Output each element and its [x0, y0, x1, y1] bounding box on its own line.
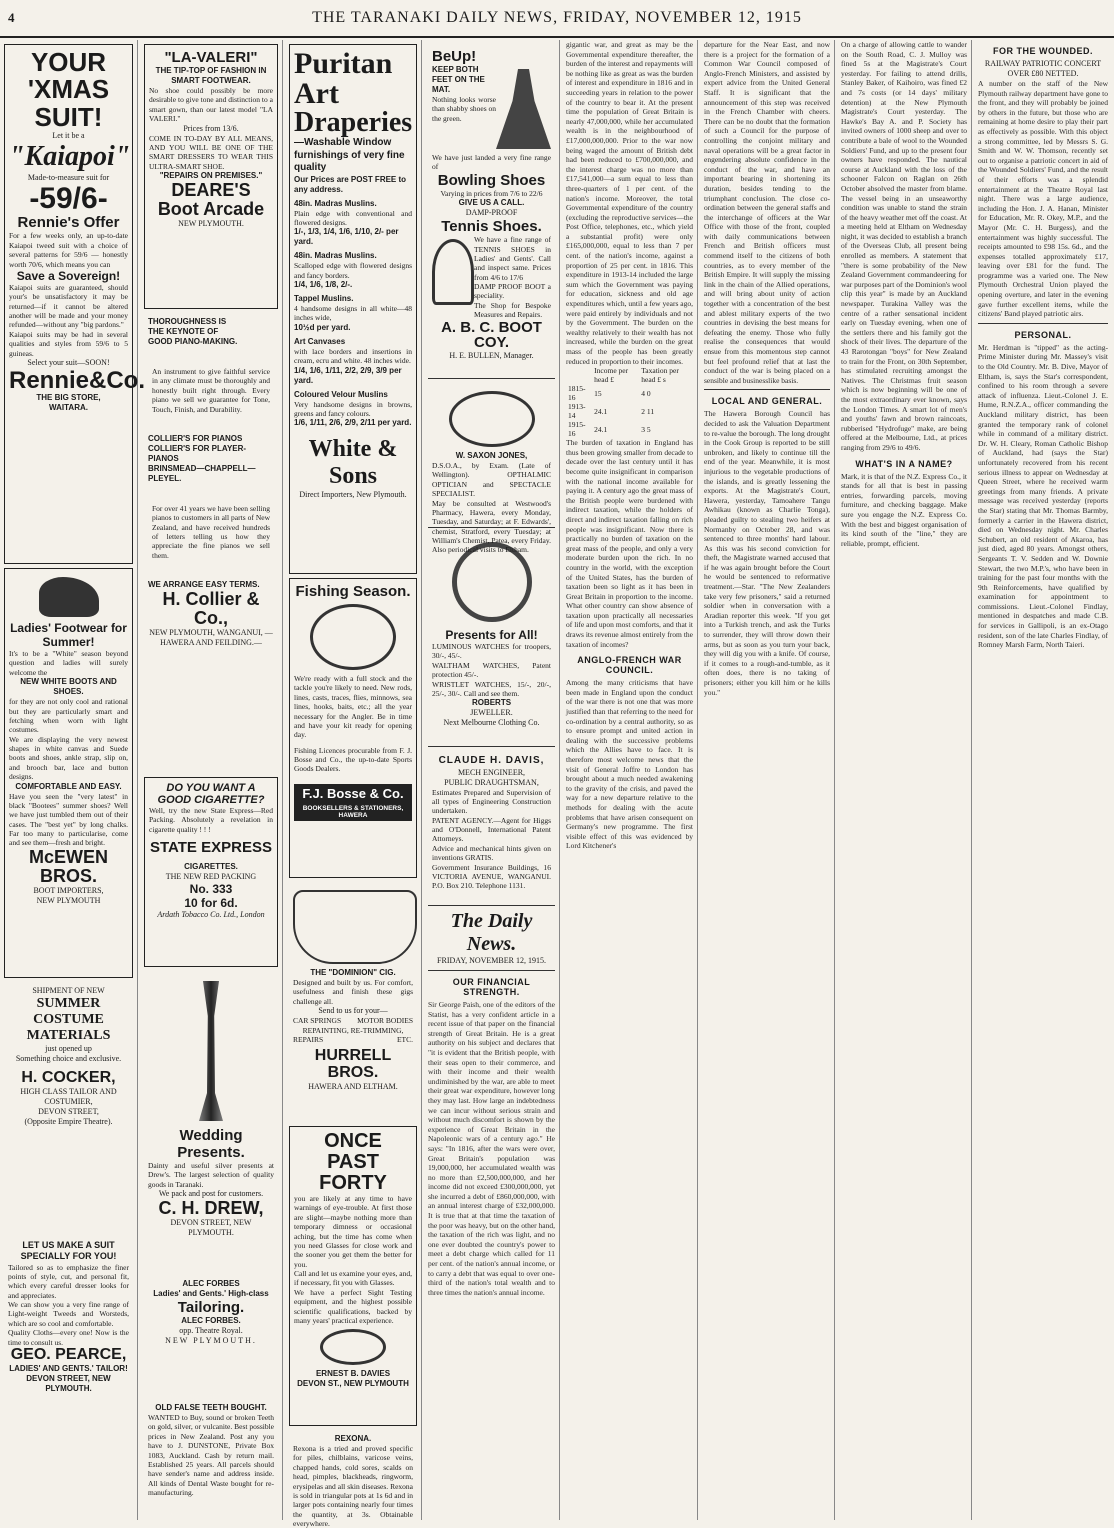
- ad-headline: PAST: [327, 1151, 379, 1173]
- ad-headline: GOOD PIANO-MAKING.: [148, 337, 238, 346]
- ad-body: Send to us for your—: [318, 1006, 388, 1016]
- article-subheading: OVER £80 NETTED.: [1007, 69, 1079, 78]
- ad-text: just opened up: [45, 1044, 92, 1053]
- store-name: GEO. PEARCE,: [10, 1345, 127, 1363]
- ad-body: Tailored so as to emphasize the finer points of style, cut, and personal fit, which every careful dresser looks for and appreciates.: [8, 1262, 129, 1300]
- ad-subhead: Our Prices are POST FREE to any address.: [294, 174, 407, 194]
- article-body: Mr. Herdman is "tipped" as the acting-Prime Minister during Mr. Massey's visit to the Old Country. Mr. B. Dive, Mayor of Eltham, is, says the Star's correspondent, confined to his room through a severe attack of influenza. Lieut.-Colonel J. E. Hume, R.N.Z.A., officer commanding the Auckland military district, has been granted the temporary rank of colonel while in command of a military district. Dr. W. H. Cleary, Roman Catholic Bishop of Auckland, had (says the Star) unfortunately recovered from his recent serious illness to appear on Wednesday at Queen Street, where he received warm greetings from many friends. A private message was received yesterday (reports the Star) stating that Mr. Thomas Barmby, formerly a carrier in the Hawera district, died on Wednesday night. Mr. Charles Schubert, an old resident of Akaroa, has just died, aged 80 years. Amongst others, Sergeants T. V. Sedden and W. Downie Stewart, the two M.P.'s, who have been in training for the past four months with the 9th Reinforcements, have qualified by examination for appointment to commissions. Lieut.-Colonel Findlay, mentioned in despatches and made C.B. for services in Gallipoli, is an ex-Otago resident, son of the late Charles Findlay, of Romney Marsh Farm, North Taieri.: [978, 342, 1108, 650]
- store-name: Boot Arcade: [157, 198, 265, 219]
- ad-body: It's to be a "White" season beyond question and ladies will surely welcome the: [9, 649, 128, 677]
- paper-nameplate: The Daily News.: [450, 910, 533, 955]
- item-desc: Very handsome designs in browns, greens and fancy colours.: [294, 399, 412, 418]
- column-1: [0, 40, 146, 1520]
- ad-body: WRISTLET WATCHES, 15/-, 20/-, 25/-, 30/-. Call and see them.: [432, 679, 551, 698]
- item-price: 1/4, 1/6, 1/11, 2/2, 2/9, 3/9 per yard.: [294, 365, 402, 385]
- ad-body: Kaiapoi suits are guaranteed, should your's be unsatisfactory it may be returned—if it cannot be altered another will be made and your money refunded—without any "big pardons.": [9, 282, 128, 330]
- store-name: Rennie&Co.: [9, 366, 146, 394]
- masthead: [0, 0, 1114, 38]
- service-item: ETC.: [396, 1034, 413, 1044]
- racquet-illustration: [432, 239, 474, 305]
- ad-headline: THE KEYNOTE OF: [148, 327, 219, 336]
- item-price: 1/6, 1/11, 2/6, 2/9, 2/11 per yard.: [294, 418, 412, 428]
- ad-body: May be consulted at Westwood's Pharmacy, Hawera, every Monday, Tuesday, and Saturday; at F. Edwards', chemist, Stratford, every Tuesday; at William's Chemist, Patea, every Friday. Also periodical visits to Eltham.: [432, 498, 551, 555]
- ad-body: No shoe could possibly be more desirable to give tone and distinction to a smart gown, than our latest model "LA VALERI.": [149, 86, 273, 124]
- ad-headline: "LA-VALERI": [164, 49, 258, 66]
- ad-body: We are displaying the very newest shapes in white canvas and Suede boots and shoes, ankle strap, slip on, and brooch bar, lace and button designs.: [9, 734, 128, 782]
- eye-illustration: [449, 391, 535, 447]
- store-name: HURRELL BROS.: [314, 1047, 392, 1082]
- article-body: departure for the Near East, and now there is a project for the formation of a Common War Council composed of Anglo-French Ministers, and assisted by expert advice from the United General Staff. It is significant that the announcement of this step was received in the French Chamber with cheers. There can be no doubt that the formation of such a Council for the purpose of controlling the conjoint military and naval operations will be a great factor in engendering absolute confidence in the conduct of the war, and have an important bearing in shortening its duration, besides tending to the triumphant conclusion. The close co-ordination between the general staffs and the interchange of officers at the War Office with those of the front, coupled with daily communications between French and British officers must commend itself to the citizens of both countries, as to every member of the British Empire. It will supply the missing link in the chain of the Allied operations, and will bring about unity of action together with a concentration of the best and ablest military experts of the two countries in devising the best means for defeating the enemy. Those who fully realise the consequences that would ensue from this momentous step cannot but feel profound relief that at last the conduct of the war is being placed on a sensible and businesslike basis.: [704, 40, 830, 385]
- drew-ad: [144, 971, 278, 1271]
- ad-subhead: NEW WHITE BOOTS AND SHOES.: [20, 677, 117, 697]
- rennie-ad: [4, 44, 146, 564]
- ad-headline: ONCE: [324, 1130, 382, 1152]
- table-header: Income per head £: [594, 366, 629, 385]
- ad-body: We have a perfect Sight Testing equipment, and the highest possible scientific qualifications, backed by many years' practical experience.: [294, 1287, 412, 1325]
- fishing-illustration: [310, 604, 396, 670]
- ad-headline-3: SUIT!: [34, 101, 103, 132]
- table-cell: 1815-16: [568, 384, 586, 403]
- column-2: [140, 40, 283, 1520]
- item-desc: 4 handsome designs in all white—48 inches wide,: [294, 304, 412, 323]
- store-name: ROBERTS: [471, 698, 512, 708]
- page-number: 4: [8, 10, 15, 25]
- ad-body: you are likely at any time to have warnings of eye-trouble. At first those are slight—maybe nothing more than temporary dimness or occasional aching, but the time has come when you need Glasses for close work and the sooner you get them the better for you.: [294, 1194, 412, 1269]
- shoe-illustration: [39, 577, 99, 617]
- table-cell: 2 11: [641, 406, 655, 416]
- ad-price: Prices from 13/6.: [183, 123, 239, 133]
- ad-headline-2: 'XMAS: [27, 74, 110, 105]
- service-item: REPAIRS: [293, 1034, 324, 1044]
- roberts-ad: [428, 532, 555, 742]
- ad-body: We have just landed a very fine range of: [432, 153, 551, 172]
- ad-subhead: WE ARRANGE EASY TERMS.: [148, 580, 260, 590]
- ad-body: Rexona is a tried and proved specific for piles, chilblains, varicose veins, chapped hands, cold sores, scalds on head, pimples, blackheads, ringworm, erysipelas and all skin diseases. Rexona is sold in triangular pots at 1s 6d and in larger pots containing nearly four times the quantity, at 3s. Obtainable everywhere.: [293, 1444, 413, 1528]
- ad-subhead: THE TIP-TOP OF FASHION IN SMART FOOTWEAR.: [155, 66, 267, 85]
- ad-cta: Select your suit—SOON!: [27, 357, 110, 367]
- ad-body: We pack and post for customers.: [158, 1189, 264, 1199]
- ad-body: Nothing looks worse than shabby shoes on the green.: [432, 95, 496, 123]
- ad-subhead: BRINSMEAD—CHAPPELL—PLEYEL.: [148, 463, 256, 483]
- spectacles-icon: [320, 1329, 386, 1365]
- store-name: DEARE'S: [171, 180, 251, 200]
- store-address: DEVON STREET, NEW PLYMOUTH.: [170, 1218, 252, 1238]
- davies-ad: [289, 1126, 417, 1426]
- ad-subhead: Rennie's Offer: [17, 214, 120, 232]
- store-address: DEVON STREET, NEW PLYMOUTH.: [26, 1373, 111, 1393]
- store-name: ERNEST B. DAVIES: [315, 1369, 391, 1379]
- column-5: [562, 40, 698, 1520]
- collier-ad: [144, 313, 278, 773]
- vase-illustration: [191, 981, 231, 1121]
- item-price: 10½d per yard.: [294, 322, 351, 332]
- ad-body: Well, try the new State Express—Red Packing. Absolutely a revelation in cigarette quality ! ! !: [149, 806, 273, 834]
- store-address: DEVON ST., NEW PLYMOUTH: [297, 1379, 409, 1389]
- service-item: CAR SPRINGS: [293, 1016, 342, 1026]
- item-desc: Plain edge with conventional and flowered designs.: [294, 208, 412, 227]
- store-tag: LADIES' AND GENTS.' TAILOR!: [9, 1363, 128, 1373]
- store-name: White & Sons: [308, 436, 398, 490]
- ad-subhead: DAMP-PROOF: [465, 208, 518, 218]
- article-heading: ANGLO-FRENCH WAR COUNCIL.: [577, 655, 682, 676]
- article-body: Among the many criticisms that have been made in England upon the conduct of the war there is not one that was more justified than that referring to the need for co-ordination by a central authority, so as to ensure prompt and united action in dealing with the successive problems which the Allies have to face. It is therefore most welcome news that the visit of General Joffre to London has brought about a much needed awakening to the gravity of the crisis, and paved the way for a new departure relative to the methods for dealing with the acute problems that have arisen consequent on Germany's new programme. The first visible effect of this was evidenced by Lord Kitchener's: [566, 678, 693, 851]
- store-name: McEWEN BROS.: [28, 846, 108, 886]
- table-cell: 4 0: [641, 388, 651, 398]
- article-subheading: RAILWAY PATRIOTIC CONCERT: [984, 59, 1102, 68]
- ad-subhead: COMFORTABLE AND EASY.: [15, 781, 122, 791]
- ad-subhead: Save a Sovereign!: [16, 268, 121, 283]
- bosse-ad: [289, 578, 417, 878]
- maker: Ardath Tobacco Co. Ltd., London: [157, 909, 265, 919]
- article-body: On a charge of allowing cattle to wander on the South Road, C. J. Mulloy was fined 5s at the Magistrate's Court yesterday. For failing to attend drills, Stanley Baker, of Kaihoiro, was fined £2 and 7s costs (or 14 days' military detention) at the New Plymouth Magistrate's Court yesterday. The Hawke's Bay A. and P. Society has invited owners of 1000 sheep and over to contribute a bale of wool to the Wounded Soldiers' Fund, and up to the present four owners have responded. The nautical course at Auckland with the loss of the schooner Falcon on Raglan on 26th October absolved the master from blame. The vessel being in an unseaworthy condition was unable to stand the strain of the heavy weather met off the coast. At a meeting held at Eltham on Wednesday night, it was decided to establish a branch of the Overseas Club, all present being enrolled as members. A statement that "there is some probability of the New Zealand Government commandeering for war purposes part of the Dominion's wool clip this year" is made by an Auckland newspaper. Turakina Valley was the centre of a rather sensational incident early on Tuesday evening, when one of the settlers there and his family got the shock of their lives. The departure of the 43 Rarotongan "boys" for New Zealand to train for the Front, on 30th September, has stimulated recruiting amongst the Natives. The Christmas fruit season which is now beginning will be one of the most extraordinary ever known, says the London Times. A smart lot of men's and youths' fawn and brown raincoats, rubberised "Hydrofuge" make, are being offered at the Melbourne, Ltd., at prices ranging from 29/6 to 49/6.: [841, 40, 967, 452]
- article-body: The Hawera Borough Council has decided to ask the Valuation Department to re-value the borough. The long drought in the Cook Group is reported to be still unbroken, and likely to continue till the end of the year. Meanwhile, it is most injurious to the vegetable productions of the islands, and is greatly lessening the exports. At the Magistrate's Court, Hawera, yesterday, Tamoahere Tangu Awhikau (known as Charlie Tonga), pleaded guilty to stealing two heifers at Normanby on October 28, and was sentenced to three months' hard labour. As this was his second conviction for theft, the Magistrate warned accused that if he was again brought before the Court he would be sentenced to reformative treatment.—Star. "The New Zealanders take very few prisoners," said a returned soldier when in conversation with a Aradian reporter this week. "If you get into a Turkish trench, and ask the Turks to surrender, they will throw down their arms, but as soon as you turn your back, they will dig you with a knife. Of course, if it comes to a rough-and-tumble, as it often does, there is no taking of prisoners; either you kill him or he kills you.": [704, 409, 830, 697]
- gig-illustration: [293, 890, 417, 964]
- store-name: C. H. DREW,: [158, 1198, 264, 1219]
- store-name: H. COCKER,: [21, 1069, 116, 1086]
- article-body: Mark, it is that of the N.Z. Express Co., it stands for all that is best in passing entries, forwarding parcels, moving furniture, and checking baggage. Make sure you engage the N.Z. Express Co. With the best and biggest organisation of its kind south of the "line," they are reliable, prompt, efficient.: [841, 471, 967, 548]
- store-tag: JEWELLER.: [470, 708, 513, 718]
- store-address: (Opposite Empire Theatre).: [24, 1116, 113, 1126]
- ad-body: We can show you a very fine range of Light-weight Tweeds and Worsteds, which are so cool and comfortable.: [8, 1300, 129, 1328]
- article-body: gigantic war, and great as may be the Governmental expenditure thereafter, the burden of the interest and repayments will be nothing like as great as was the burden of interest and expenditure in 1816 and in succeeding years in relation to the power of the country to bear it. At the present time the population of Great Britain is nearly 47,000,000, while her accumulated wealth is in the neighbourhood of £17,000,000,000. Prior to the war now being waged the amount of British debt had been reduced to £700,000,000, and the interest charge was no more than £17,541,000—a sum equal to less than three-quarters of 1 per cent. of the nation's income. Moreover, the total Governmental expenditure of the country (excluding the reproductive services—the Post Office, telephones, etc., which yield a substantial profit) were only £165,000,000, equal to less than 7 per cent. of the nation's income, against a proportion of 25 per cent. in 1816. This expenditure in 1913-14 included the large sum which the Government was paying for education, sickness and old age expenditures which, until a few years ago, were paid entirely by individuals and not by the Government. The burden on the wealthy relatively to their wealth has not increased, while the burden on the great mass of the people has been greatly reduced in proportion to their incomes.: [566, 40, 693, 366]
- ad-headline: REXONA.: [334, 1434, 372, 1443]
- store-tag: NEW PLYMOUTH: [36, 895, 101, 905]
- item-price: 1/4, 1/6, 1/8, 2/-.: [294, 280, 353, 289]
- ad-headline: FORTY: [319, 1172, 387, 1194]
- hurrell-ad: [289, 882, 417, 1122]
- item-name: Coloured Velour Muslins: [294, 389, 388, 399]
- article-body: A number on the staff of the New Plymouth railway department have gone to the front, and they will probably be joined by others in the future, but those who are remaining at home desire to play their part as effectively as possible. With this object a strong committee, led by Messrs S. G. Smith and W. W. Thomson, recently set out to organise a patriotic concert in aid of the Wounded Soldiers' Fund, and the result of their efforts was a splendid entertainment at the Theatre Royal last night. There was a large audience, including the Hon. J. A. Hanan, Minister for Education, Mr. R. Okey, M.P., and the Mayor (Mr. C. H. Burgess), and the entertainment was highly successful. The receipts amounted to £98 15s. 6d., and the expenses totalled approximately £17, leaving over £81 for the fund. The programme was a varied one. The New Plymouth Orchestral Union played the opening overture, and later in the evening gave further excellent items, while the citizens' Band played patriotic airs.: [978, 79, 1108, 319]
- ad-body: Designed and built by us. For comfort, usefulness and finish these gigs challenge all.: [293, 978, 413, 1006]
- store-tag: H. E. BULLEN, Manager.: [449, 351, 534, 360]
- ad-headline: THOROUGHNESS IS: [148, 317, 227, 326]
- store-address: THE BIG STORE,: [36, 393, 101, 403]
- ad-headline: ALEC FORBES: [182, 1279, 240, 1288]
- item-name: Tappel Muslins.: [294, 294, 354, 303]
- bowler-illustration: [496, 69, 551, 149]
- ad-body: Kaiapoi suits may be had in several qualities and styles from 59/6 to 5 guineas.: [9, 329, 128, 358]
- store-tag: BOOT IMPORTERS,: [33, 885, 104, 895]
- store-name: ALEC FORBES.: [181, 1316, 241, 1325]
- store-address: NEW PLYMOUTH, WANGANUI, —HAWERA AND FEILDING.—: [149, 627, 273, 647]
- table-cell: 24.1: [594, 406, 608, 416]
- ad-subhead: THE NEW RED PACKING: [165, 871, 257, 881]
- store-name: H. Collier & Co.,: [162, 589, 260, 629]
- ad-body: for they are not only cool and rational but they are particularly smart and fetching when worn with light costumes.: [9, 697, 128, 735]
- table-row: [566, 420, 693, 438]
- ad-body: We're ready with a full stock and the tackle you're likely to need. New rods, lines, casts, traces, flies, minnows, sea lines, hooks, baits, etc.; all the year necessary for the Angler. Be in time and have your kit ready for opening day.: [294, 674, 412, 740]
- ad-headline: THE "DOMINION" CIG.: [310, 968, 396, 977]
- column-3: [285, 40, 422, 1528]
- ad-subhead: Tennis Shoes.: [441, 218, 542, 236]
- ad-cta: GIVE US A CALL.: [458, 198, 525, 208]
- item-name: 48in. Madras Muslins.: [294, 251, 377, 261]
- brand-name: STATE EXPRESS: [150, 839, 272, 857]
- ad-subhead: "REPAIRS ON PREMISES.": [159, 171, 263, 180]
- ad-body: WALTHAM WATCHES, Patent protection 45/-.: [432, 660, 551, 680]
- column-6: [700, 40, 835, 1520]
- ad-headline: LET US MAKE A SUIT SPECIALLY FOR YOU!: [20, 1240, 117, 1262]
- divider: [428, 746, 555, 747]
- article-heading: LOCAL AND GENERAL.: [711, 396, 823, 407]
- ad-body: D.S.O.A., by Exam. (Late of Wellington). OPTHALMIC OPTICIAN and SPECTACLE SPECIALIST.: [432, 461, 551, 499]
- ad-body: Fishing Licences procurable from F. J. Bosse and Co., the up-to-date Sports Goods Dealers.: [294, 745, 412, 774]
- ad-body: PATENT AGENCY.—Agent for Higgs and O'Donnell, International Patent Attorneys.: [432, 815, 551, 844]
- ad-body: We have a fine range of TENNIS SHOES in Ladies' and Gents'. Call and inspect same. Prices from 4/6 to 17/6: [474, 235, 551, 282]
- service-item: MOTOR BODIES: [357, 1016, 413, 1026]
- store-address: opp. Theatre Royal.: [179, 1326, 243, 1335]
- ad-body: An instrument to give faithful service in any climate must be thoroughly and honestly built right through. Every piano we sell we guarantee for Tone, Touch, Finish, and Durability.: [152, 367, 270, 414]
- column-8: [974, 40, 1112, 1520]
- teeth-ad: [144, 1399, 278, 1499]
- ad-price: -59/6-: [29, 181, 108, 215]
- white-sons-ad: [289, 44, 417, 574]
- ad-body: Government Insurance Buildings, 16 VICTORIA AVENUE, WANGANUI. P.O. Box 210. Telephone 1131.: [432, 862, 551, 891]
- store-banner: BOOKSELLERS & STATIONERS, HAWERA: [294, 803, 412, 821]
- davis-ad: [428, 751, 555, 901]
- table-cell: 1913-14: [568, 402, 586, 421]
- divider: [428, 905, 555, 906]
- store-address: WAITARA.: [49, 403, 88, 413]
- store-address: HAWERA AND ELTHAM.: [308, 1081, 398, 1091]
- article-heading: WHAT'S IN A NAME?: [855, 458, 953, 469]
- divider: [428, 378, 555, 379]
- column-4: [424, 40, 560, 1520]
- ad-subhead: CIGARETTES.: [184, 861, 238, 871]
- service-item: REPAINTING, RE-TRIMMING,: [302, 1025, 404, 1035]
- item-desc: with lace borders and insertions in cream, ecru and white. 48 inches wide.: [294, 346, 412, 366]
- table-header: Taxation per head £ s: [641, 366, 679, 385]
- ad-text: SHIPMENT OF NEW: [32, 986, 105, 995]
- ad-headline: Draperies: [294, 107, 413, 138]
- rexona-ad: [289, 1430, 417, 1528]
- store-name: W. SAXON JONES,: [455, 451, 528, 460]
- ad-headline: Art: [294, 77, 339, 110]
- table-row: [566, 402, 693, 420]
- table-row: [566, 384, 693, 402]
- store-name: CLAUDE H. DAVIS,: [438, 755, 545, 766]
- column-7: [837, 40, 972, 1520]
- store-tag: Direct Importers, New Plymouth.: [299, 490, 407, 500]
- divider: [428, 970, 555, 971]
- forbes-ad: [144, 1275, 278, 1395]
- ad-body: Advice and mechanical hints given on inventions GRATIS.: [432, 843, 551, 863]
- ad-subhead: Bowling Shoes: [437, 171, 546, 189]
- cocker-ad: [4, 982, 133, 1232]
- ad-headline: DO YOU WANT A GOOD CIGARETTE?: [157, 782, 265, 806]
- pearce-ad: [4, 1236, 133, 1466]
- ad-headline: Puritan: [294, 47, 393, 80]
- store-address: NEW PLYMOUTH.: [165, 1336, 257, 1345]
- ad-headline: Fishing Season.: [295, 583, 411, 600]
- ad-body: Quality Cloths—every one! Now is the time to consult us.: [8, 1328, 129, 1347]
- divider: [704, 389, 830, 390]
- ad-subhead: Ladies' and Gents.' High-class: [153, 1289, 269, 1298]
- ad-body: For over 41 years we have been selling pianos to customers in all parts of New Zealand, and have received hundreds of letters telling us how they appreciate the fine pianos we sell them.: [152, 503, 270, 560]
- store-address: Next Melbourne Clothing Co.: [443, 718, 540, 728]
- ad-price: Varying in prices from 7/6 to 22/6: [440, 188, 543, 198]
- taxation-table: [566, 366, 693, 438]
- ad-headline: MATERIALS: [26, 1028, 111, 1043]
- table-cell: 24.1: [594, 424, 608, 434]
- ad-headline: SUMMER: [36, 996, 101, 1011]
- jones-ad: [428, 383, 555, 555]
- store-address: DEVON STREET,: [38, 1106, 99, 1116]
- ad-price: 10 for 6d.: [184, 895, 238, 910]
- ad-body: For a few weeks only, an up-to-date Kaiapoi tweed suit with a choice of several patterns for 59/6 — honestly worth 70/6, which means you can: [9, 231, 128, 269]
- store-tag: PUBLIC DRAUGHTSMAN,: [444, 777, 539, 787]
- store-address: NEW PLYMOUTH.: [178, 218, 244, 228]
- paper-date: FRIDAY, NOVEMBER 12, 1915.: [437, 956, 546, 965]
- article-body: The burden of taxation in England has thus been growing smaller from decade to decade over the last century until it has become quite insignificant in comparison with the national income available for paying it. A century ago the great mass of the British people were burdened with indirect taxation, while the holders of direct and indirect taxation falling on rich people was insignificant. Now there is practically no burden of taxation on the great mass of the people, and only a very moderate burden upon the rich. In no country in the world, with the exception of the United States, has the burden of taxation been so light as it has been in Great Britain in proportion to the income. What other country can show absence of taxation upon practically all necessaries of life and upon most comforts, and that it draws its revenue almost entirely from the taxation of incomes?: [566, 438, 693, 649]
- divider: [978, 323, 1108, 324]
- item-desc: Scalloped edge with flowered designs and fancy borders.: [294, 261, 412, 280]
- ad-headline: Wedding Presents.: [177, 1127, 245, 1161]
- ad-headline: Ladies' Footwear for Summer!: [10, 621, 127, 649]
- ad-body: Dainty and useful silver presents at Drew's. The largest selection of quality goods in Taranaki.: [148, 1161, 274, 1189]
- ad-subhead: —Washable Window furnishings of very fine quality: [294, 137, 405, 173]
- item-price: 1/-, 1/3, 1/4, 1/6, 1/10, 2/- per yard.: [294, 227, 399, 247]
- newspaper-title: THE TARANAKI DAILY NEWS, FRIDAY, NOVEMBER 12, 1915: [312, 9, 802, 26]
- brand-name: "Kaiapoi": [9, 140, 131, 172]
- ad-headline: YOUR: [30, 47, 107, 77]
- ad-body: The Shop for Bespoke Measures and Repairs.: [474, 300, 551, 320]
- table-cell: 15: [594, 388, 602, 398]
- ad-text: Made-to-measure suit for: [27, 172, 110, 182]
- mcewen-ad: [4, 568, 133, 978]
- ad-headline: COSTUME: [33, 1012, 104, 1027]
- ad-body: COME IN TO-DAY BY ALL MEANS, AND YOU WILL BE ONE OF THE SMART DRESSERS TO WEAR THIS ULTRA-SMART SHOE.: [149, 133, 273, 171]
- ad-body: LUMINOUS WATCHES for troopers, 30/-, 45/-.: [432, 642, 551, 661]
- ad-text: Something choice and exclusive.: [15, 1054, 122, 1063]
- article-heading: PERSONAL.: [1014, 329, 1072, 340]
- ad-headline: OLD FALSE TEETH BOUGHT.: [155, 1403, 267, 1412]
- ad-body: Estimates Prepared and Supervision of all types of Engineering Construction undertaken.: [432, 787, 551, 816]
- ad-body: Have you seen the "very latest" in black "Bootees" summer shoes? Well we have just tumbled them out of their cases. The "best yet" by long chalks. Far too many to particularise, come and see them—fresh and bright.: [9, 791, 128, 848]
- ad-body: Call and let us examine your eyes, and, if necessary, fit you with Glasses.: [294, 1269, 412, 1288]
- ad-body: WANTED to Buy, sound or broken Teeth on gold, silver, or vulcanite. Best possible prices in New Zealand. Post any you have to J. DUNSTONE, Private Box 1083, Auckland. Cash by return mail. Established 25 years. All parcels should have sender's name and address inside. All kinds of Dental Waste bought for re-manufacturing.: [148, 1413, 274, 1497]
- table-cell: 1915-16: [568, 420, 586, 439]
- ad-headline: BeUp!: [432, 48, 477, 65]
- deare-ad: [144, 44, 278, 309]
- item-name: 48in. Madras Muslins.: [294, 198, 377, 208]
- store-tag: HIGH CLASS TAILOR AND COSTUMIER,: [20, 1086, 117, 1106]
- article-heading: OUR FINANCIAL STRENGTH.: [452, 977, 531, 997]
- ad-subhead: COLLIER'S FOR PLAYER-PIANOS: [148, 443, 247, 463]
- article-body: Sir George Paish, one of the editors of the Statist, has a very confident article in a recent issue of that paper on the financial strength of Great Britain. He is a great authority on his subject and declares that "it is evident that the British people, with their seas open to their commerce, and with their income and their wealth undiminished by the war, are able to meet their great war expenditure, however long they may last. How large an indebtedness we can incur without serious strain and without much discomfort is shown by the experience of Great Britain in the Napoleonic wars of a century ago." He says: "In 1816, after the wars were over, Great Britain's population was 19,000,000, her accumulated wealth was no more than £2,500,000,000, and her income did not exceed £300,000,000, yet she incurred a debt of £860,000,000, with an annual interest charge of £32,000,000. It is true that at that time the taxation of the poor was heavy, but on the other hand, the taxation of the rich was light, and no one ever doubted the country's power to meet a debt charge which called for 11 per cent. of the nation's annual income, or to carry a debt that was equal to over one-third of the nation's total wealth and to three times the nation's annual income.: [428, 1000, 555, 1297]
- table-cell: 3 5: [641, 424, 651, 434]
- ad-subhead: COLLIER'S FOR PIANOS: [148, 433, 243, 443]
- article-heading: FOR THE WOUNDED.: [993, 46, 1093, 56]
- product-number: No. 333: [189, 881, 233, 896]
- store-tag: MECH ENGINEER,: [457, 767, 526, 777]
- item-name: Art Canvases: [294, 336, 346, 346]
- ad-subhead: KEEP BOTH FEET ON THE MAT.: [432, 65, 485, 94]
- state-express-ad: [144, 777, 278, 967]
- store-banner: F.J. Bosse & Co.: [294, 784, 412, 803]
- ad-headline: Presents for All!: [445, 628, 538, 642]
- ad-text: Let it be a: [52, 130, 85, 140]
- abc-boot-ad: [428, 44, 555, 374]
- store-name: A. B. C. BOOT COY.: [441, 318, 542, 352]
- ad-body: DAMP PROOF BOOT a speciality.: [474, 282, 551, 301]
- ad-subhead: Tailoring.: [177, 1299, 245, 1316]
